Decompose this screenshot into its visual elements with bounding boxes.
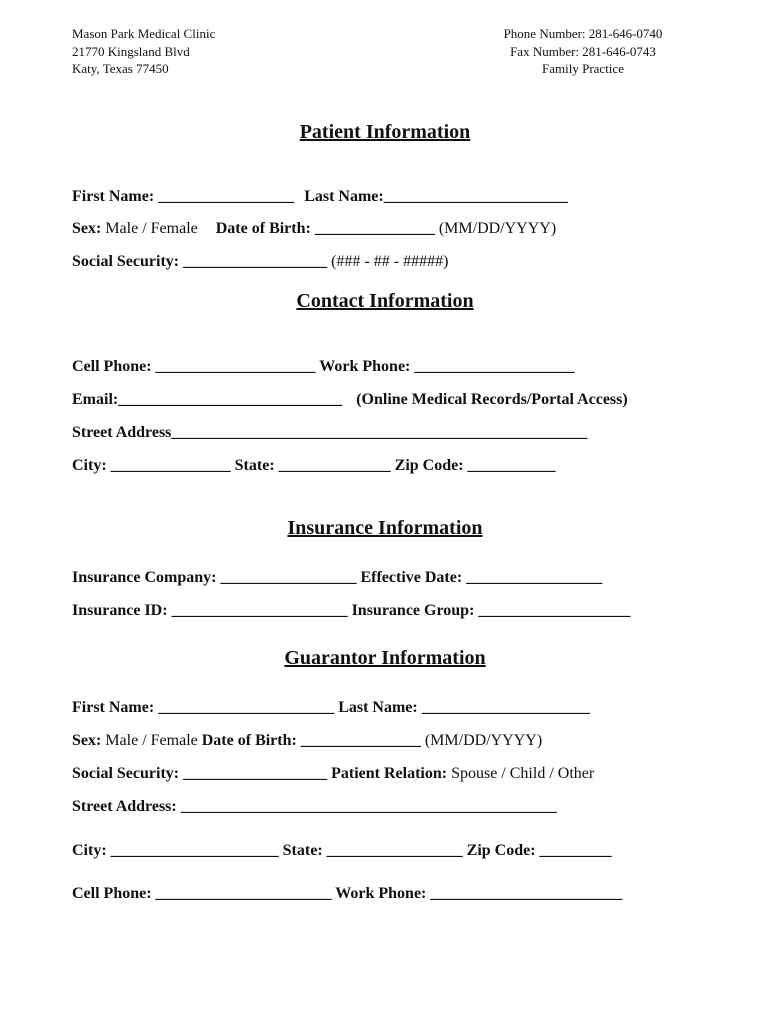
clinic-street: 21770 Kingsland Blvd [72, 43, 190, 59]
clinic-specialty: Family Practice [542, 61, 624, 76]
insurance-group-field[interactable]: Insurance Group: ___________________ [351, 602, 631, 619]
patient-sex-options[interactable]: Male / Female [105, 220, 198, 237]
insurance-effective-date-field[interactable]: Effective Date: _________________ [360, 569, 603, 586]
patient-ssn-field[interactable]: Social Security: __________________ [72, 253, 328, 270]
guarantor-street-field[interactable]: Street Address: _______________________________________________ [72, 798, 557, 815]
patient-dob-field[interactable]: _______________ [314, 220, 435, 237]
clinic-city: Katy, Texas 77450 [72, 61, 169, 76]
guarantor-city-field[interactable]: City: _____________________ [72, 842, 279, 859]
clinic-contact-block [470, 25, 696, 78]
guarantor-sex-options[interactable]: Male / Female [105, 732, 198, 749]
patient-name-row [72, 187, 568, 207]
contact-street-row [72, 423, 587, 443]
contact-state-field[interactable]: State: ______________ [234, 457, 391, 474]
contact-zip-field[interactable]: Zip Code: ___________ [394, 457, 556, 474]
patient-last-name-field[interactable]: Last Name:_______________________ [304, 188, 568, 205]
insurance-id-field[interactable]: Insurance ID: ______________________ [72, 602, 348, 619]
contact-street-field[interactable]: Street Address____________________________________________________ [72, 424, 588, 441]
contact-email-note: (Online Medical Records/Portal Access) [356, 391, 628, 408]
guarantor-cell-phone-field[interactable]: Cell Phone: ______________________ [72, 885, 332, 902]
patient-dob-format: (MM/DD/YYYY) [438, 220, 557, 237]
guarantor-city-row [72, 841, 612, 861]
clinic-name: Mason Park Medical Clinic [72, 26, 216, 41]
patient-sex-label: Sex: [72, 220, 102, 237]
guarantor-ssn-field[interactable]: Social Security: __________________ [72, 765, 328, 782]
guarantor-first-name-field[interactable]: First Name: ______________________ [72, 699, 335, 716]
guarantor-dob-label: Date of Birth: [201, 732, 297, 749]
guarantor-relation-options[interactable]: Spouse / Child / Other [451, 765, 595, 782]
guarantor-section-title: Guarantor Information [284, 647, 486, 669]
clinic-phone: Phone Number: 281-646-0740 [503, 26, 663, 41]
guarantor-last-name-field[interactable]: Last Name: _____________________ [338, 699, 590, 716]
contact-email-field[interactable]: Email:____________________________ [72, 391, 343, 408]
contact-city-field[interactable]: City: _______________ [72, 457, 231, 474]
guarantor-phone-row [72, 884, 622, 904]
patient-section-title: Patient Information [299, 121, 471, 143]
contact-section-title: Contact Information [296, 290, 474, 312]
insurance-company-field[interactable]: Insurance Company: _________________ [72, 569, 357, 586]
guarantor-dob-format: (MM/DD/YYYY) [424, 732, 543, 749]
guarantor-name-row [72, 698, 590, 718]
clinic-address-block [72, 25, 215, 78]
patient-dob-label: Date of Birth: [215, 220, 311, 237]
guarantor-sex-label: Sex: [72, 732, 102, 749]
patient-ssn-format: (### - ## - #####) [331, 253, 449, 270]
insurance-id-row [72, 601, 630, 621]
guarantor-sex-dob-row [72, 731, 542, 751]
contact-work-phone-field[interactable]: Work Phone: ____________________ [319, 358, 575, 375]
guarantor-ssn-row [72, 764, 594, 784]
guarantor-relation-label: Patient Relation: [331, 765, 448, 782]
insurance-section-title: Insurance Information [287, 517, 483, 539]
guarantor-zip-field[interactable]: Zip Code: _________ [466, 842, 612, 859]
contact-cell-phone-field[interactable]: Cell Phone: ____________________ [72, 358, 316, 375]
guarantor-street-row [72, 797, 557, 817]
contact-city-row [72, 456, 556, 476]
patient-sex-dob-row [72, 219, 556, 239]
insurance-company-row [72, 568, 602, 588]
patient-ssn-row [72, 252, 448, 272]
guarantor-dob-field[interactable]: _______________ [300, 732, 421, 749]
contact-phone-row [72, 357, 574, 377]
guarantor-work-phone-field[interactable]: Work Phone: ________________________ [335, 885, 623, 902]
contact-email-row [72, 390, 628, 410]
clinic-fax: Fax Number: 281-646-0743 [510, 43, 656, 59]
guarantor-state-field[interactable]: State: _________________ [282, 842, 463, 859]
patient-first-name-field[interactable]: First Name: _________________ [72, 188, 295, 205]
